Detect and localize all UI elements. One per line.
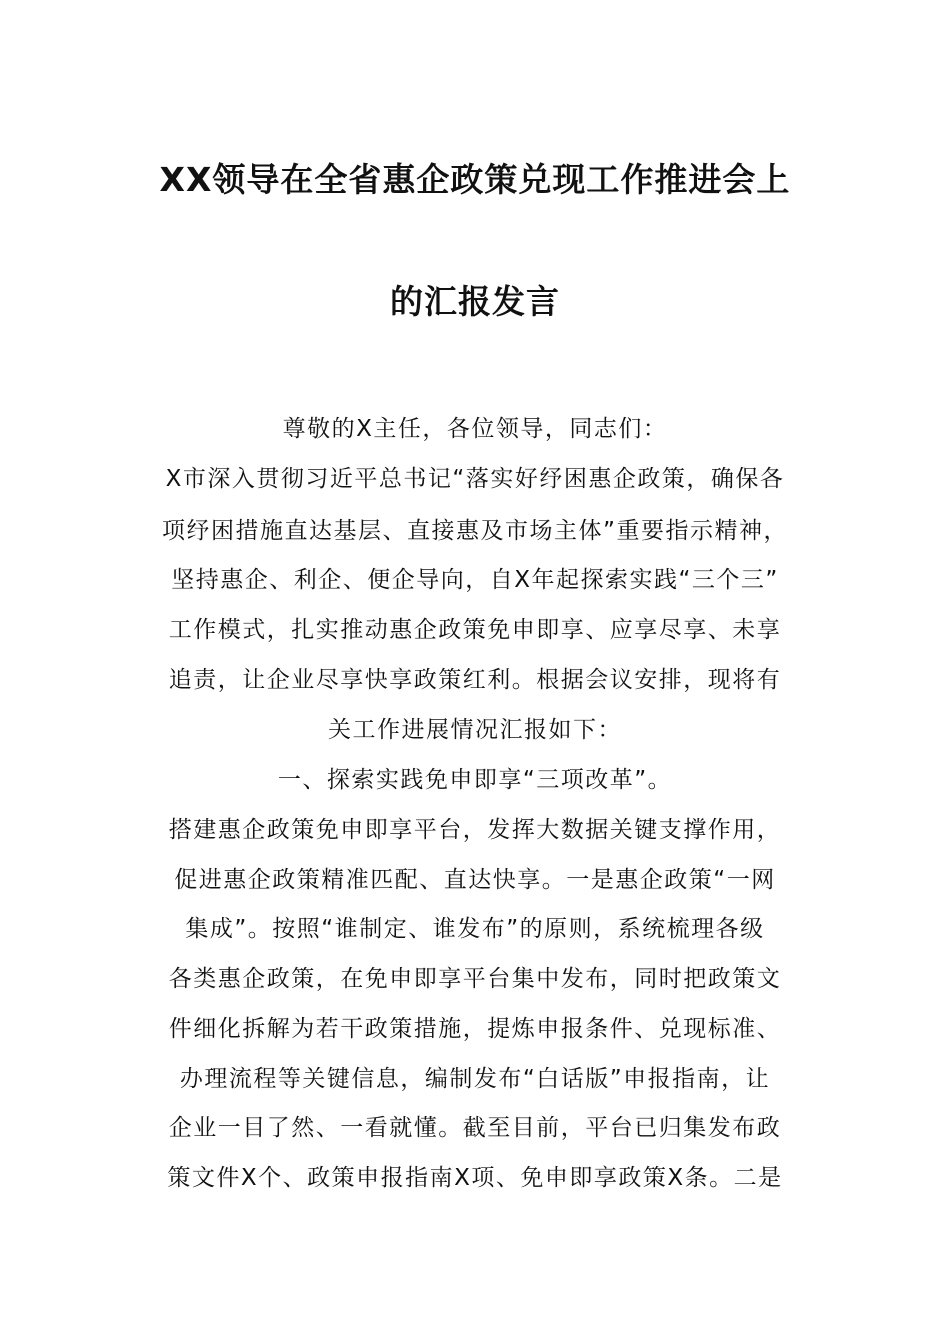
body-line: X市深入贯彻习近平总书记“落实好纾困惠企政策，确保各 [165, 466, 785, 492]
body-line: 办理流程等关键信息，编制发布“白话版”申报指南，让 [179, 1066, 771, 1092]
body-line: 项纾困措施直达基层、直接惠及市场主体”重要指示精神， [162, 518, 788, 544]
body-line: 坚持惠企、利企、便企导向，自X年起探索实践“三个三” [171, 567, 779, 593]
body-line: 追责，让企业尽享快享政策红利。根据会议安排，现将有 [168, 667, 782, 693]
body-line: 集成”。按照“谁制定、谁发布”的原则，系统梳理各级 [185, 916, 765, 942]
section-heading: 一、探索实践免申即享“三项改革”。 [277, 767, 673, 793]
body-line: 策文件X个、政策申报指南X项、免申即享政策X条。二是 [167, 1165, 783, 1191]
body-line: 件细化拆解为若干政策措施，提炼申报条件、兑现标准、 [168, 1016, 782, 1042]
body-line: 促进惠企政策精准匹配、直达快享。一是惠企政策“一网 [174, 867, 776, 893]
body-line: 企业一目了然、一看就懂。截至目前，平台已归集发布政 [168, 1115, 782, 1141]
body-line: 各类惠企政策，在免申即享平台集中发布，同时把政策文 [168, 966, 782, 992]
document-title-line-1: XX领导在全省惠企政策兑现工作推进会上 [159, 160, 791, 199]
body-line: 工作模式，扎实推动惠企政策免申即享、应享尽享、未享 [168, 617, 782, 643]
salutation: 尊敬的X主任，各位领导，同志们： [282, 416, 668, 442]
body-line: 搭建惠企政策免申即享平台，发挥大数据关键支撑作用， [168, 817, 782, 843]
body-line: 关工作进展情况汇报如下： [328, 717, 622, 743]
document-title-line-2: 的汇报发言 [390, 282, 560, 321]
